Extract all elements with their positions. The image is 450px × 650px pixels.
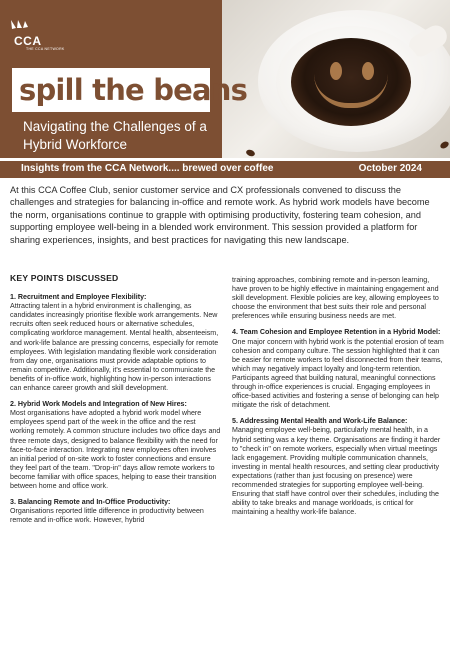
- key-point-title: 5. Addressing Mental Health and Work-Life Balance:: [232, 417, 408, 426]
- issue-date: October 2024: [358, 163, 422, 174]
- key-point-5: [232, 417, 444, 517]
- key-point-title: 3. Balancing Remote and In-Office Productivity:: [10, 498, 171, 507]
- key-point-2: [10, 400, 222, 491]
- key-point-body: Attracting talent in a hybrid environment is challenging, as candidates increasingly prioritise flexible work arrangements. New recruits often seek reduced hours or alternative schedules, complicating workforce management. Mental health, absenteeism, and work-life balance are pressing concerns, especially for remote employees. With legislation mandating flexible work consideration from day one, organisations must provide adaptable options to remain competitive. Additionally, it's essential to communicate the benefits of in-office work, highlighting how in-person interactions can enhance career growth and skill development.: [10, 302, 219, 393]
- key-point-3: [10, 498, 222, 525]
- hero-banner: [0, 0, 450, 158]
- right-column: [232, 276, 444, 524]
- intro-paragraph: At this CCA Coffee Club, senior customer service and CX professionals convened to discuss the challenges and strategies for balancing in-office and remote work. As hybrid work models have become the norm, organisations continue to grapple with optimising productivity, fostering team cohesion, and supporting employee well-being in a blended work environment. This session provided a platform for sharing experiences, insights, and best practices for navigating this new landscape.: [10, 185, 430, 245]
- section-heading: KEY POINTS DISCUSSED: [10, 273, 119, 283]
- key-point-1: [10, 293, 222, 393]
- left-column: [10, 274, 222, 532]
- key-point-title: 1. Recruitment and Employee Flexibility:: [10, 293, 147, 302]
- key-point-title: 2. Hybrid Work Models and Integration of New Hires:: [10, 400, 187, 409]
- key-point-body: Managing employee well-being, particularly mental health, in a hybrid setting was a key theme. Organisations are finding it harder to "check in" on remote workers, especially when virtual meetings lack engagement. Providing multiple communication channels, investing in mental health resources, and setting clear productivity expectations (rather than just focusing on presence) were recommended strategies for supporting employee well-being. Ensuring that staff have control over their schedules, including the ability to take breaks and manage workloads, is critical for maintaining a healthy work-life balance.: [232, 426, 441, 517]
- key-point-body: Most organisations have adopted a hybrid work model where employees spend part of the week in the office and the rest working remotely. A common structure includes two office days and three remote days, designed to balance flexibility with the need for face-to-face interaction. Integrating new employees often involves an initial period of on-site work to foster connections and ensure they feel part of the team. "Drop-in" days allow remote workers to become familiar with office spaces, helping to ease their transition between home and office work.: [10, 409, 221, 490]
- key-point-3-continued: [232, 276, 444, 321]
- key-point-body-part1: Organisations reported little difference in productivity between remote and in-office work. However, hybrid: [10, 507, 204, 525]
- key-point-title: 4. Team Cohesion and Employee Retention in a Hybrid Model:: [232, 328, 441, 337]
- page-subtitle: Navigating the Challenges of a Hybrid Workforce: [23, 119, 207, 152]
- tagline-text: Insights from the CCA Network.... brewed over coffee: [21, 163, 274, 174]
- logo-text: CCA: [14, 34, 42, 48]
- key-point-body-part2: training approaches, combining remote and in-person learning, have proven to be highly effective in maintaining engagement and skill development. Flexible policies are key, allowing employees to choose the environment that best suits their role and personal preferences while ensuring business needs are met.: [232, 276, 439, 321]
- logo-subtext: THE CCA NETWORK: [26, 47, 65, 51]
- page-title: spill the beans: [19, 73, 248, 107]
- key-point-4: [232, 328, 444, 410]
- cca-logo: [8, 20, 68, 50]
- key-point-body: One major concern with hybrid work is the potential erosion of team cohesion and company culture. The session highlighted that it can be easier for remote workers to feel disconnected from their teams, which may negatively impact loyalty and long-term retention. Participants agreed that building natural, meaningful connections through in-office experiences is crucial. Engaging employees in office-based activities and fostering a sense of belonging can help mitigate the risk of detachment.: [232, 337, 444, 410]
